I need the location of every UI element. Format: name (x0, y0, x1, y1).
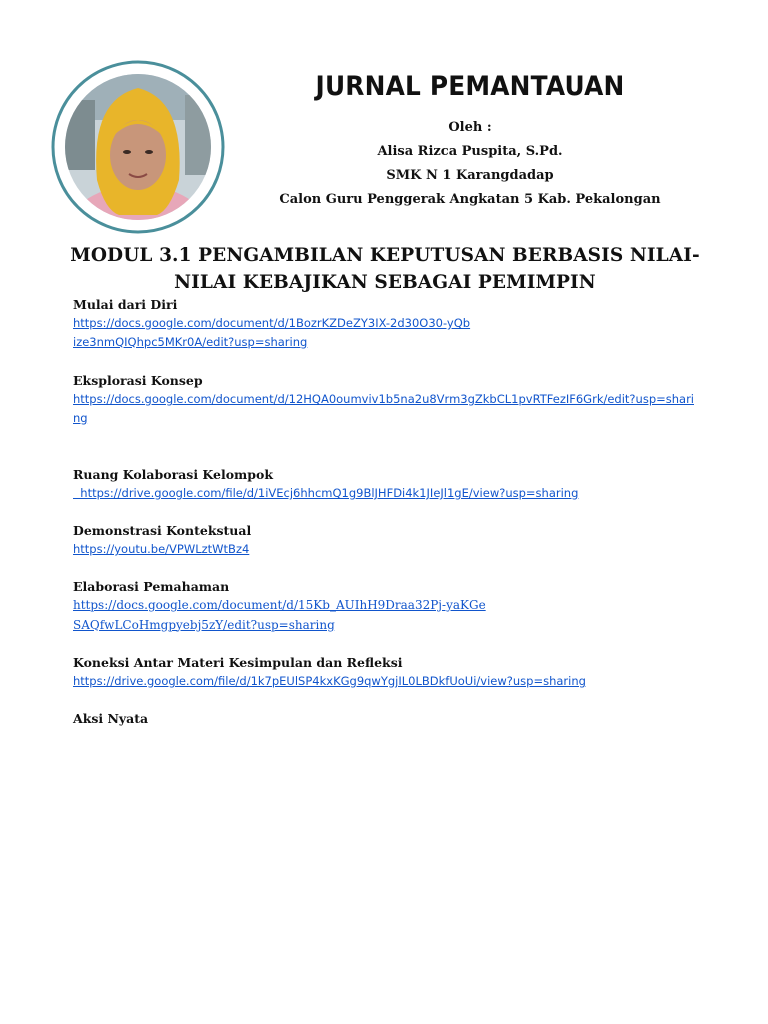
section-link[interactable]: https://docs.google.com/document/d/15Kb_AUIhH9Draa32Pj-yaKGeSAQfwLCoHmgpyebj5zY/edit?usp=sharing (73, 598, 486, 632)
section-demonstrasi-kontekstual (73, 522, 713, 559)
section-heading: Eksplorasi Konsep (73, 373, 203, 388)
byline-author-prefix: Oleh : (448, 120, 492, 135)
section-link[interactable]: https://drive.google.com/file/d/1k7pEUlSP4kxKGg9qwYgjIL0LBDkfUoUi/view?usp=sharing (73, 674, 586, 688)
section-link[interactable]: https://youtu.be/VPWLztWtBz4 (73, 542, 250, 556)
section-link[interactable]: https://docs.google.com/document/d/1BozrKZDeZY3IX-2d30O30-yQbize3nmQIQhpc5MKr0A/edit?usp=sharing (73, 316, 471, 349)
section-heading: Demonstrasi Kontekstual (73, 523, 252, 538)
module-title-line1: MODUL 3.1 PENGAMBILAN KEPUTUSAN BERBASIS NILAI- (70, 245, 700, 266)
section-heading: Ruang Kolaborasi Kelompok (73, 467, 274, 482)
section-ruang-kolaborasi (73, 466, 713, 503)
section-koneksi-antar-materi (73, 654, 713, 691)
section-heading: Elaborasi Pemahaman (73, 579, 230, 594)
module-title (60, 242, 710, 296)
section-mulai-dari-diri (73, 296, 713, 351)
section-heading: Aksi Nyata (73, 711, 149, 726)
document-title: JURNAL PEMANTAUAN (315, 71, 625, 102)
section-eksplorasi-konsep (73, 372, 713, 427)
byline-school: SMK N 1 Karangdadap (386, 168, 554, 183)
section-heading: Mulai dari Diri (73, 297, 178, 312)
byline-author-name: Alisa Rizca Puspita, S.Pd. (377, 144, 563, 159)
section-heading: Koneksi Antar Materi Kesimpulan dan Refleksi (73, 655, 403, 670)
section-link[interactable]: https://drive.google.com/file/d/1iVEcj6hhcmQ1g9BlJHFDi4k1JIeJl1gE/view?usp=sharing (73, 486, 579, 500)
profile-photo (45, 60, 231, 234)
section-aksi-nyata (73, 710, 713, 728)
section-link[interactable]: https://docs.google.com/document/d/12HQA0oumviv1b5na2u8Vrm3gZkbCL1pvRTFezIF6Grk/edit?usp=sharing (73, 392, 694, 425)
module-title-line2: NILAI KEBAJIKAN SEBAGAI PEMIMPIN (174, 272, 596, 293)
document-header (250, 68, 690, 212)
byline-program: Calon Guru Penggerak Angkatan 5 Kab. Pekalongan (279, 192, 661, 207)
section-elaborasi-pemahaman (73, 578, 713, 635)
